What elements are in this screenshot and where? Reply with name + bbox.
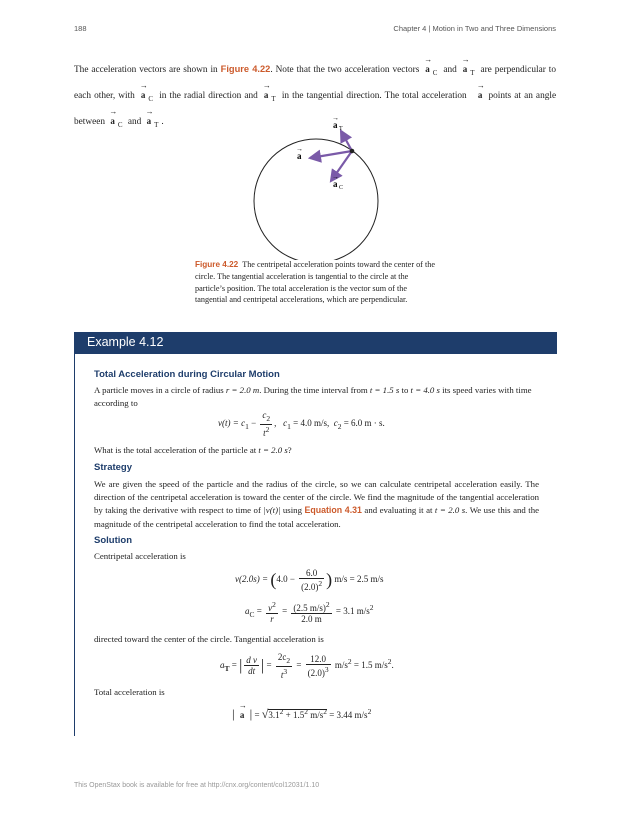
vector-tangent-arrow (341, 131, 352, 151)
caption-label: Figure 4.22 (195, 260, 239, 269)
strategy-heading: Strategy (94, 462, 133, 473)
circular-motion-figure (245, 115, 385, 260)
strategy-text: We are given the speed of the particle and the radius of the circle, so we can calculate centripetal acceleration easily. The direction of the centripetal acceleration is toward the center of the circle. We find the magnitude of the tangential acceleration by taking the derivative with respect to time of |v(t)| using Equation 4.31 and evaluating it at t = 2.0 s. We use this and the magnitude of the centripetal acceleration to find the total acceleration. (94, 479, 539, 529)
figure-link[interactable]: Figure 4.22 (220, 64, 271, 74)
example-heading: Total Acceleration during Circular Motion (94, 369, 280, 380)
label-at: a (333, 120, 338, 130)
vector-ac: → a $_C$ (425, 58, 437, 84)
figure-caption (195, 259, 440, 306)
arrow-glyph: → (332, 115, 339, 122)
total-equation: | → a | = $√3.1^2 + 1.5^2$ $m/s^2 = 3.44$ $m/s^2$ (232, 706, 371, 722)
arrow-glyph: → (296, 145, 303, 153)
caption-text: The centripetal acceleration points toward the center of the circle. The tangential acceleration is tangential to the circle at the particle’s position. The total acceleration is the vector sum of the tangential and centripetal accelerations, which are perpendicular. (195, 260, 435, 305)
intro-text: are perpendicular to each other, with (74, 65, 556, 101)
example-left-rule (74, 354, 75, 736)
intro-text: in the radial direction and (159, 91, 258, 101)
vector-total-arrow (310, 151, 352, 158)
intro-text: in the tangential direction. The total acceleration (281, 91, 467, 101)
intro-paragraph: The acceleration vectors are shown in Figure 4.22. Note that the two acceleration vectors → a $_C$ and → a $_T$ are perpendicular to each other, with → a $_C$ in the radial direction and → a $_T$ in the tangential direction. The total acceleration → a points at an angle between → a $_C$ and → a $_T$ . (74, 58, 556, 136)
centripetal-label: Centripetal acceleration is (94, 551, 186, 561)
label-ac-sub: C (339, 185, 344, 191)
vector-ac: → a $_C$ (141, 84, 153, 110)
intro-text: and (443, 65, 457, 75)
vector-at: → a $_T$ (264, 84, 276, 110)
total-label: Total acceleration is (94, 687, 165, 697)
problem-statement: A particle moves in a circle of radius r = 2.0 m. During the time interval from t = 1.5 s to t = 4.0 s its speed varies with time according to (94, 385, 532, 408)
vector-a: → a (240, 710, 245, 720)
vector-at: → a $_T$ (147, 110, 159, 136)
particle-dot (350, 149, 355, 154)
label-at-sub: T (339, 126, 343, 132)
directed-text: directed toward the center of the circle. Tangential acceleration is (94, 634, 324, 644)
equation-link[interactable]: Equation 4.31 (304, 505, 362, 516)
centripetal-equation: $a_C$ = $\frac{v^2}{r}$ = $\frac{(2.5 m/s)^2}{2.0 m}$ = 3.1 $m/s^2$ (245, 600, 374, 624)
intro-text: and (127, 117, 142, 127)
speed-equation: $v(t) = c_1$ − $\frac{c_2}{t^2}$ , $c_1 = 4.0$ m/s, $c_2 = 6.0$ m · s. (218, 410, 385, 438)
example-banner (74, 332, 557, 354)
solution-heading: Solution (94, 535, 132, 546)
arrow-glyph: → (332, 173, 339, 181)
vector-ac: → a $_C$ (110, 110, 122, 136)
label-ac: a (333, 179, 338, 189)
label-a: a (297, 151, 302, 161)
page-number: 188 (74, 24, 87, 33)
chapter-title: Chapter 4 | Motion in Two and Three Dimensions (393, 24, 556, 33)
footer-note: This OpenStax book is available for free at http://cnx.org/content/col12031/1.10 (74, 782, 320, 789)
vector-at: → a $_T$ (463, 58, 475, 84)
tangential-equation: $a_T$ = | $\frac{\text{d v}}{dt}$ | = $\frac{2c_2}{t^3}$ = $\frac{12.0}{(2.0)^3}$ $m/s^2 = 1.5$ $m/s^2$. (220, 652, 394, 680)
question: What is the total acceleration of the particle at t = 2.0 s? (94, 445, 292, 455)
velocity-equation: v(2.0s) = (4.0 − $\frac{6.0}{(2.0)^2}$ ) m/s = 2.5 m/s (235, 568, 384, 592)
intro-text: points at an angle between (74, 91, 557, 127)
intro-text: The acceleration vectors are shown in (74, 65, 221, 75)
vector-a: → a (478, 84, 483, 106)
example-title: Example 4.12 (87, 335, 164, 349)
intro-text: . Note that the two acceleration vectors (270, 65, 420, 75)
